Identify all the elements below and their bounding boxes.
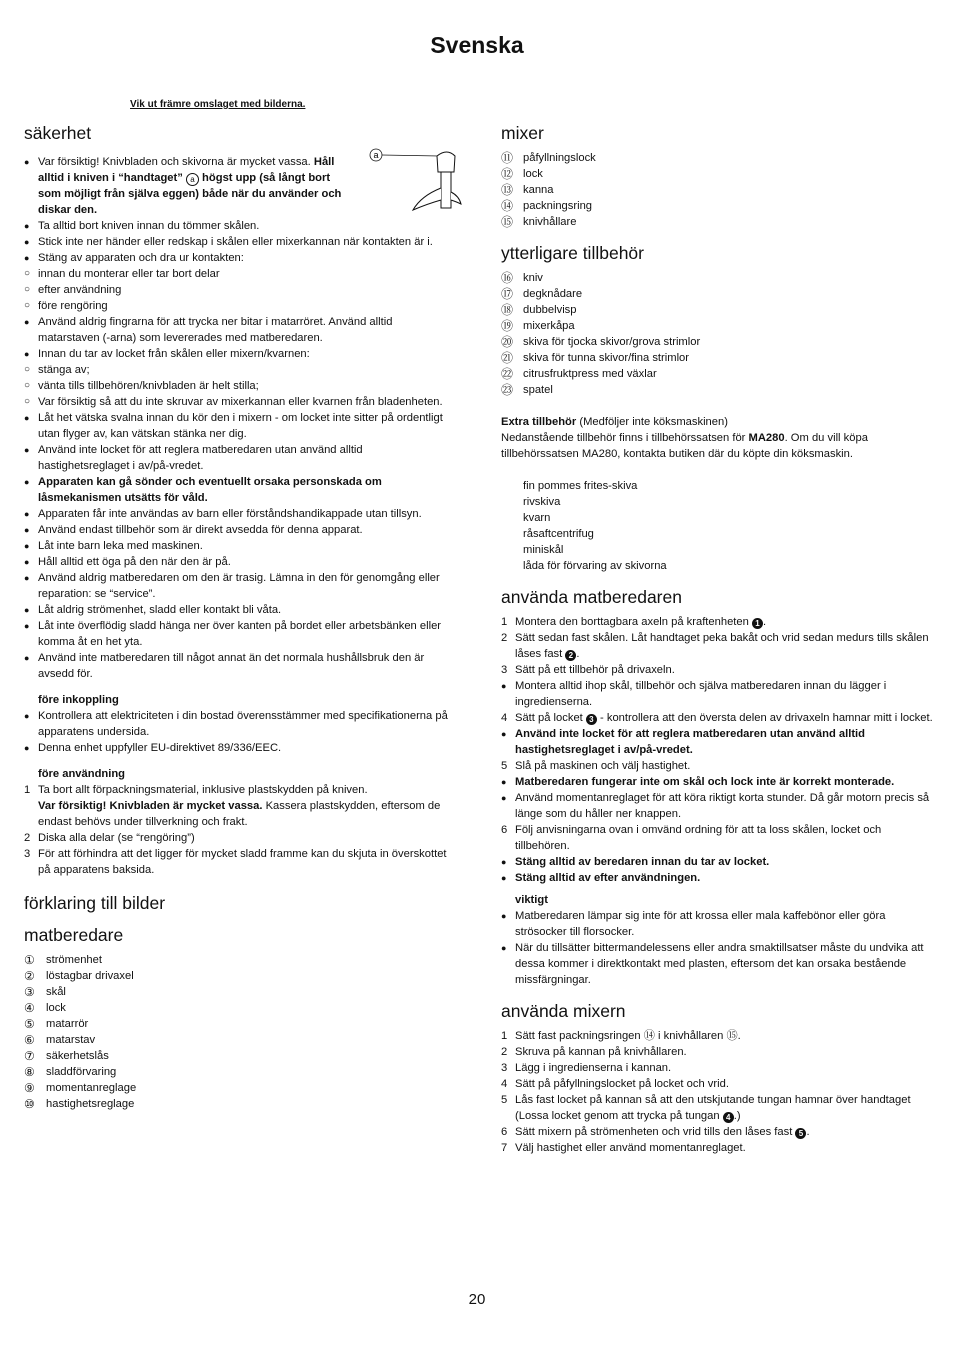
use-mixer-heading: använda mixern	[501, 1001, 626, 1021]
list-item: ● Använd momentanreglaget för att köra riktigt korta stunder. Då går motorn precis så länge som du håller ner knappen.	[501, 790, 933, 822]
list-item: låda för förvaring av skivorna	[523, 560, 667, 572]
list-item: miniskål	[523, 544, 564, 556]
list-item: ● Denna enhet uppfyller EU-direktivet 89/336/EEC.	[24, 740, 452, 756]
list-item: ⑤ matarrör	[24, 1017, 89, 1031]
svg-text:a: a	[373, 150, 379, 160]
list-item: ⑱ dubbelvisp	[501, 303, 577, 317]
list-item: ● Ta alltid bort kniven innan du tömmer skålen.	[24, 218, 452, 234]
list-item: ⑥ matarstav	[24, 1033, 96, 1047]
list-item: ● Använd aldrig matberedaren om den är trasig. Lämna in den för genomgång eller reparation: se “service”.	[24, 570, 452, 602]
list-item: ● Låt aldrig strömenhet, sladd eller kontakt bli våta.	[24, 602, 452, 618]
before-use-heading: före användning	[38, 768, 126, 780]
figure-1-icon: 1	[752, 618, 763, 629]
list-item: ⑪ påfyllningslock	[501, 151, 596, 165]
use-mixer-steps	[501, 1028, 933, 1156]
list-item: ● Kontrollera att elektriciteten i din bostad överensstämmer med specifikationerna på apparatens undersida.	[24, 708, 452, 740]
list-item: 3 Lägg i ingredienserna i kannan.	[501, 1062, 672, 1074]
important-heading: viktigt	[515, 894, 548, 906]
list-item: ⑨ momentanreglage	[24, 1081, 137, 1095]
use-processor-heading: använda matberedaren	[501, 587, 682, 607]
list-item: 3 Sätt på ett tillbehör på drivaxeln.	[501, 664, 675, 676]
list-item: ⑦ säkerhetslås	[24, 1049, 109, 1063]
list-item: ⑭ packningsring	[501, 199, 593, 213]
list-item: 2 Skruva på kannan på knivhållaren.	[501, 1046, 687, 1058]
list-item: 4 Sätt på påfyllningslocket på locket och vrid.	[501, 1078, 729, 1090]
list-item: ● Använd inte matberedaren till något annat än det normala hushållsbruk den är avsedd för.	[24, 650, 452, 682]
safety-list	[24, 154, 452, 266]
list-item: ⑩ hastighetsreglage	[24, 1097, 135, 1111]
list-item: 1 Sätt fast packningsringen ⑭ i knivhållaren ⑮.	[501, 1030, 741, 1042]
list-item: ● Innan du tar av locket från skålen eller mixern/kvarnen:	[24, 346, 452, 362]
list-item: ⑯ kniv	[501, 271, 543, 285]
list-item: 5 Slå på maskinen och välj hastighet.	[501, 760, 691, 772]
right-column	[501, 122, 933, 1156]
list-item: ● Håll alltid ett öga på den när den är på.	[24, 554, 452, 570]
figure-5-icon: 5	[795, 1128, 806, 1139]
list-item: ○ efter användning	[24, 282, 452, 298]
list-item: ○ innan du monterar eller tar bort delar	[24, 266, 452, 282]
list-item: 2 Sätt sedan fast skålen. Låt handtaget peka bakåt och vrid sedan medurs tills skålen låses fast 2 .	[501, 632, 929, 660]
unplug-sublist	[24, 266, 452, 314]
list-item: 4 Sätt på locket 3 - kontrollera att den översta delen av drivaxeln hamnar mitt i locket.	[501, 712, 933, 724]
extra-accessories-list	[501, 478, 933, 574]
list-item: ● När du tillsätter bittermandelessens eller andra smaktillsatser måste du undvika att dessa kommer i direktkontakt med plasten, eftersom det kan orsaka bestående missfärgningar.	[501, 940, 933, 988]
processor-parts-list	[24, 952, 452, 1112]
list-item: ● Stäng alltid av efter användningen.	[501, 870, 933, 886]
safety-heading: säkerhet	[24, 123, 92, 143]
list-item: ⑬ kanna	[501, 183, 554, 197]
list-item: 7 Välj hastighet eller använd momentanreglaget.	[501, 1142, 746, 1154]
list-item: ● Montera alltid ihop skål, tillbehör och själva matberedaren innan du lägger i ingredienserna.	[501, 678, 933, 710]
list-item: ⑫ lock	[501, 167, 543, 181]
processor-heading: matberedare	[24, 925, 124, 945]
list-item: ㉒ citrusfruktpress med växlar	[501, 367, 657, 381]
list-item: ③ skål	[24, 985, 66, 999]
figure-2-icon: 2	[565, 650, 576, 661]
list-item: ⑲ mixerkåpa	[501, 319, 575, 333]
extra-accessories-text: Extra tillbehör (Medföljer inte köksmaskinen) Nedanstående tillbehör finns i tillbehörssatsen för MA280. Om du vill köpa tillbehörssatsen MA280, kontakta butiken där du köpte din köksmaskin.	[501, 416, 868, 460]
left-column	[24, 122, 452, 1112]
list-item: ㉑ skiva för tunna skivor/fina strimlor	[501, 351, 689, 365]
accessories-list	[501, 270, 933, 398]
list-item: ● Stäng alltid av beredaren innan du tar av locket.	[501, 854, 933, 870]
mixer-parts-list	[501, 150, 933, 230]
list-item: ⑧ sladdförvaring	[24, 1065, 117, 1079]
list-item: ④ lock	[24, 1001, 66, 1015]
list-item: ● Stick inte ner händer eller redskap i skålen eller mixerkannan när kontakten är i.	[24, 234, 452, 250]
list-item: ● Låt inte överflödig sladd hänga ner över kanten på bordet eller arbetsbänken eller komma åt en het yta.	[24, 618, 452, 650]
list-item: ○ Var försiktig så att du inte skruvar av mixerkannan eller kvarnen från bladenheten.	[24, 394, 452, 410]
marker-a-icon: a	[186, 173, 199, 186]
explain-heading: förklaring till bilder	[24, 893, 166, 913]
list-item: ⑳ skiva för tjocka skivor/grova strimlor	[501, 335, 701, 349]
list-item: rivskiva	[523, 496, 561, 508]
list-item: ● Använd inte locket för att reglera matberedaren utan använd alltid hastighetsreglaget i av/på-vredet.	[24, 442, 452, 474]
list-item: ● Använd aldrig fingrarna för att trycka ner bitar i matarröret. Använd alltid matarstaven (-arna) som levererades med matberedaren.	[24, 314, 452, 346]
list-item: ⑰ degknådare	[501, 287, 583, 301]
list-item: 2 Diska alla delar (se “rengöring”)	[24, 832, 195, 844]
list-item: ● Var försiktig! Knivbladen och skivorna är mycket vassa. Håll alltid i kniven i “handtaget” a högst upp (så långt bort som möjligt från själva eggen) både när du använder och diskar den.	[24, 154, 452, 218]
list-item: ● Använd inte locket för att reglera matberedaren utan använd alltid hastighetsreglaget i av/på-vredet.	[501, 726, 933, 758]
list-item: ● Låt het vätska svalna innan du kör den i mixern - om locket inte sitter på ordentligt utan flyger av, kan vätskan stänka ner dig.	[24, 410, 452, 442]
list-item: 6 Följ anvisningarna ovan i omvänd ordning för att ta loss skålen, locket och tillbehören.	[501, 824, 882, 852]
list-item: kvarn	[523, 512, 551, 524]
list-item: 1 Ta bort allt förpackningsmaterial, inklusive plastskydden på kniven. Var försiktig! Knivbladen är mycket vassa. Kassera plastskydden, eftersom de endast behövs under tillverkning och frakt.	[24, 784, 441, 828]
figure-3-icon: 3	[586, 714, 597, 725]
list-item: ㉓ spatel	[501, 383, 553, 397]
list-item: ⑮ knivhållare	[501, 215, 577, 229]
list-item: ● Apparaten får inte användas av barn eller förståndshandikappade utan tillsyn.	[24, 506, 452, 522]
lid-sublist	[24, 362, 452, 410]
list-item: ○ stänga av;	[24, 362, 452, 378]
list-item: ● Använd endast tillbehör som är direkt avsedda för denna apparat.	[24, 522, 452, 538]
list-item: ● Matberedaren lämpar sig inte för att krossa eller mala kaffebönor eller göra strösocker till florsocker.	[501, 908, 933, 940]
list-item: 5 Lås fast locket på kannan så att den utskjutande tungan hamnar över handtaget (Lossa locket genom att trycka på tungan 4 .)	[501, 1094, 911, 1122]
page-number: 20	[468, 1291, 486, 1308]
list-item: ● Låt inte barn leka med maskinen.	[24, 538, 452, 554]
list-item: ① strömenhet	[24, 953, 102, 967]
list-item: ○ vänta tills tillbehören/knivbladen är helt stilla;	[24, 378, 452, 394]
list-item: ○ före rengöring	[24, 298, 452, 314]
list-item: fin pommes frites-skiva	[523, 480, 638, 492]
list-item: ● Stäng av apparaten och dra ur kontakten:	[24, 250, 452, 266]
before-plug-heading: före inkoppling	[38, 694, 119, 706]
mixer-heading: mixer	[501, 123, 544, 143]
list-item: 3 För att förhindra att det ligger för mycket sladd framme kan du skjuta in överskottet på apparatens baksida.	[24, 848, 447, 876]
list-item: 6 Sätt mixern på strömenheten och vrid tills den låses fast 5 .	[501, 1126, 810, 1138]
figure-4-icon: 4	[723, 1112, 734, 1123]
list-item: ② löstagbar drivaxel	[24, 969, 134, 983]
list-item: 1 Montera den borttagbara axeln på kraftenheten 1 .	[501, 616, 767, 628]
list-item: ● Matberedaren fungerar inte om skål och lock inte är korrekt monterade.	[501, 774, 933, 790]
list-item: ● Apparaten kan gå sönder och eventuellt orsaka personskada om låsmekanismen utsätts för våld.	[24, 474, 452, 506]
fold-note: Vik ut främre omslaget med bilderna.	[130, 99, 306, 110]
list-item: råsaftcentrifug	[523, 528, 594, 540]
page-title: Svenska	[430, 32, 524, 58]
accessories-heading: ytterligare tillbehör	[501, 243, 644, 263]
